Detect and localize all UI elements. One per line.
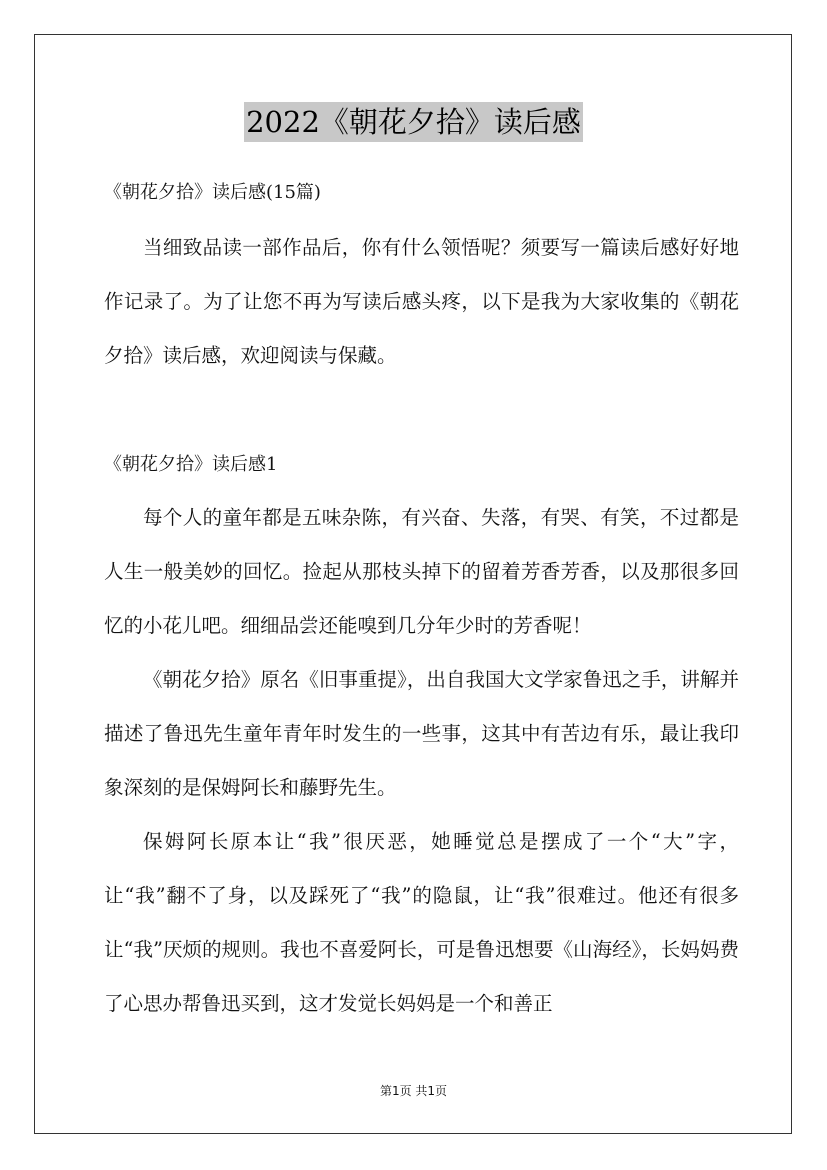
title-container <box>0 102 827 142</box>
document-subtitle: 《朝花夕拾》读后感(15篇) <box>104 182 321 203</box>
body-paragraph-1: 每个人的童年都是五味杂陈，有兴奋、失落，有哭、有笑，不过都是人生一般美妙的回忆。捡起从那枝头掉下的留着芳香芳香，以及那很多回忆的小花儿吧。细细品尝还能嗅到几分年少时的芳香呢！ <box>104 506 739 637</box>
section-heading: 《朝花夕拾》读后感1 <box>104 454 278 475</box>
body-paragraph-2: 《朝花夕拾》原名《旧事重提》，出自我国大文学家鲁迅之手，讲解并描述了鲁迅先生童年青年时发生的一些事，这其中有苦边有乐，最让我印象深刻的是保姆阿长和藤野先生。 <box>104 668 739 799</box>
document-title: 2022《朝花夕拾》读后感 <box>244 102 583 142</box>
page-footer: 第1页 共1页 <box>379 1084 448 1098</box>
body-paragraph-3: 保姆阿长原本让“我”很厌恶，她睡觉总是摆成了一个“大”字，让“我”翻不了身，以及踩死了“我”的隐鼠，让“我”很难过。他还有很多让“我”厌烦的规则。我也不喜爱阿长，可是鲁迅想要《山海经》，长妈妈费了心思办帮鲁迅买到，这才发觉长妈妈是一个和善正 <box>104 830 739 1015</box>
intro-paragraph: 当细致品读一部作品后，你有什么领悟呢？须要写一篇读后感好好地作记录了。为了让您不再为写读后感头疼，以下是我为大家收集的《朝花夕拾》读后感，欢迎阅读与保藏。 <box>104 236 739 367</box>
